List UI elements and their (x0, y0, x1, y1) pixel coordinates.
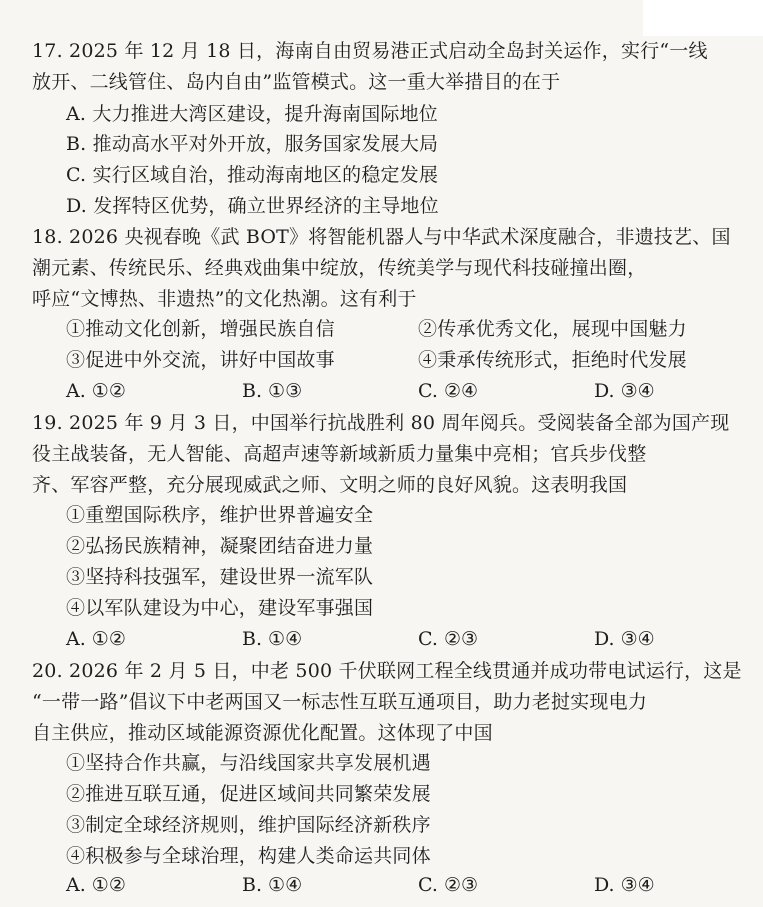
q18-statement-1: ①推动文化创新，增强民族自信 (66, 318, 335, 340)
q19-answer-b: B. ①④ (242, 628, 303, 650)
q20-answer-a: A. ①② (66, 874, 126, 896)
q18-statement-2: ②传承优秀文化，展现中国魅力 (418, 318, 687, 340)
q19-statement-3: ③坚持科技强军，建设世界一流军队 (66, 566, 374, 588)
q18-line-2: 潮元素、传统民乐、经典戏曲集中绽放，传统美学与现代科技碰撞出圈， (32, 257, 647, 279)
q18-answer-b: B. ①③ (242, 380, 303, 402)
q17-option-a: A. 大力推进大湾区建设，提升海南国际地位 (66, 103, 439, 125)
q20-line-3: 自主供应，推动区域能源资源优化配置。这体现了中国 (32, 722, 493, 744)
q17-option-b: B. 推动高水平对外开放，服务国家发展大局 (66, 133, 439, 155)
q18-answer-a: A. ①② (66, 380, 126, 402)
q20-answer-b: B. ①④ (242, 874, 303, 896)
q20-line-1: 20. 2026 年 2 月 5 日，中老 500 千伏联网工程全线贯通并成功带电试运行，这是 (32, 660, 742, 682)
q20-answer-d: D. ③④ (594, 874, 655, 896)
q19-statement-2: ②弘扬民族精神，凝聚团结奋进力量 (66, 535, 374, 557)
q19-answer-a: A. ①② (66, 628, 126, 650)
q17-option-c: C. 实行区域自治，推动海南地区的稳定发展 (66, 164, 439, 186)
q20-statement-3: ③制定全球经济规则，维护国际经济新秩序 (66, 814, 431, 836)
q17-option-d: D. 发挥特区优势，确立世界经济的主导地位 (66, 195, 439, 217)
q17-line-1: 17. 2025 年 12 月 18 日，海南自由贸易港正式启动全岛封关运作，实行“一线 (32, 40, 708, 62)
q19-answer-d: D. ③④ (594, 628, 655, 650)
q18-statement-4: ④秉承传统形式，拒绝时代发展 (418, 349, 687, 371)
q19-answer-c: C. ②③ (418, 628, 479, 650)
q19-line-3: 齐、军容严整，充分展现威武之师、文明之师的良好风貌。这表明我国 (32, 474, 628, 496)
q19-line-1: 19. 2025 年 9 月 3 日，中国举行抗战胜利 80 周年阅兵。受阅装备全部为国产现 (32, 412, 730, 434)
q18-answer-d: D. ③④ (594, 380, 655, 402)
q18-line-3: 呼应“文博热、非遗热”的文化热潮。这有利于 (32, 288, 417, 310)
q20-answer-c: C. ②③ (418, 874, 479, 896)
q18-line-1: 18. 2026 央视春晚《武 BOT》将智能机器人与中华武术深度融合，非遗技艺、国 (32, 226, 731, 248)
q20-statement-4: ④积极参与全球治理，构建人类命运共同体 (66, 845, 431, 867)
q17-line-2: 放开、二线管住、岛内自由”监管模式。这一重大举措目的在于 (32, 71, 561, 93)
q18-statement-3: ③促进中外交流，讲好中国故事 (66, 349, 335, 371)
q19-statement-1: ①重塑国际秩序，维护世界普遍安全 (66, 504, 374, 526)
q20-statement-1: ①坚持合作共赢，与沿线国家共享发展机遇 (66, 752, 431, 774)
q19-statement-4: ④以军队建设为中心，建设军事强国 (66, 597, 374, 619)
q18-answer-c: C. ②④ (418, 380, 479, 402)
q20-line-2: “一带一路”倡议下中老两国又一标志性互联互通项目，助力老挝实现电力 (32, 691, 648, 713)
q20-statement-2: ②推进互联互通，促进区域间共同繁荣发展 (66, 783, 431, 805)
q19-line-2: 役主战装备，无人智能、高超声速等新域新质力量集中亮相；官兵步伐整 (32, 443, 647, 465)
